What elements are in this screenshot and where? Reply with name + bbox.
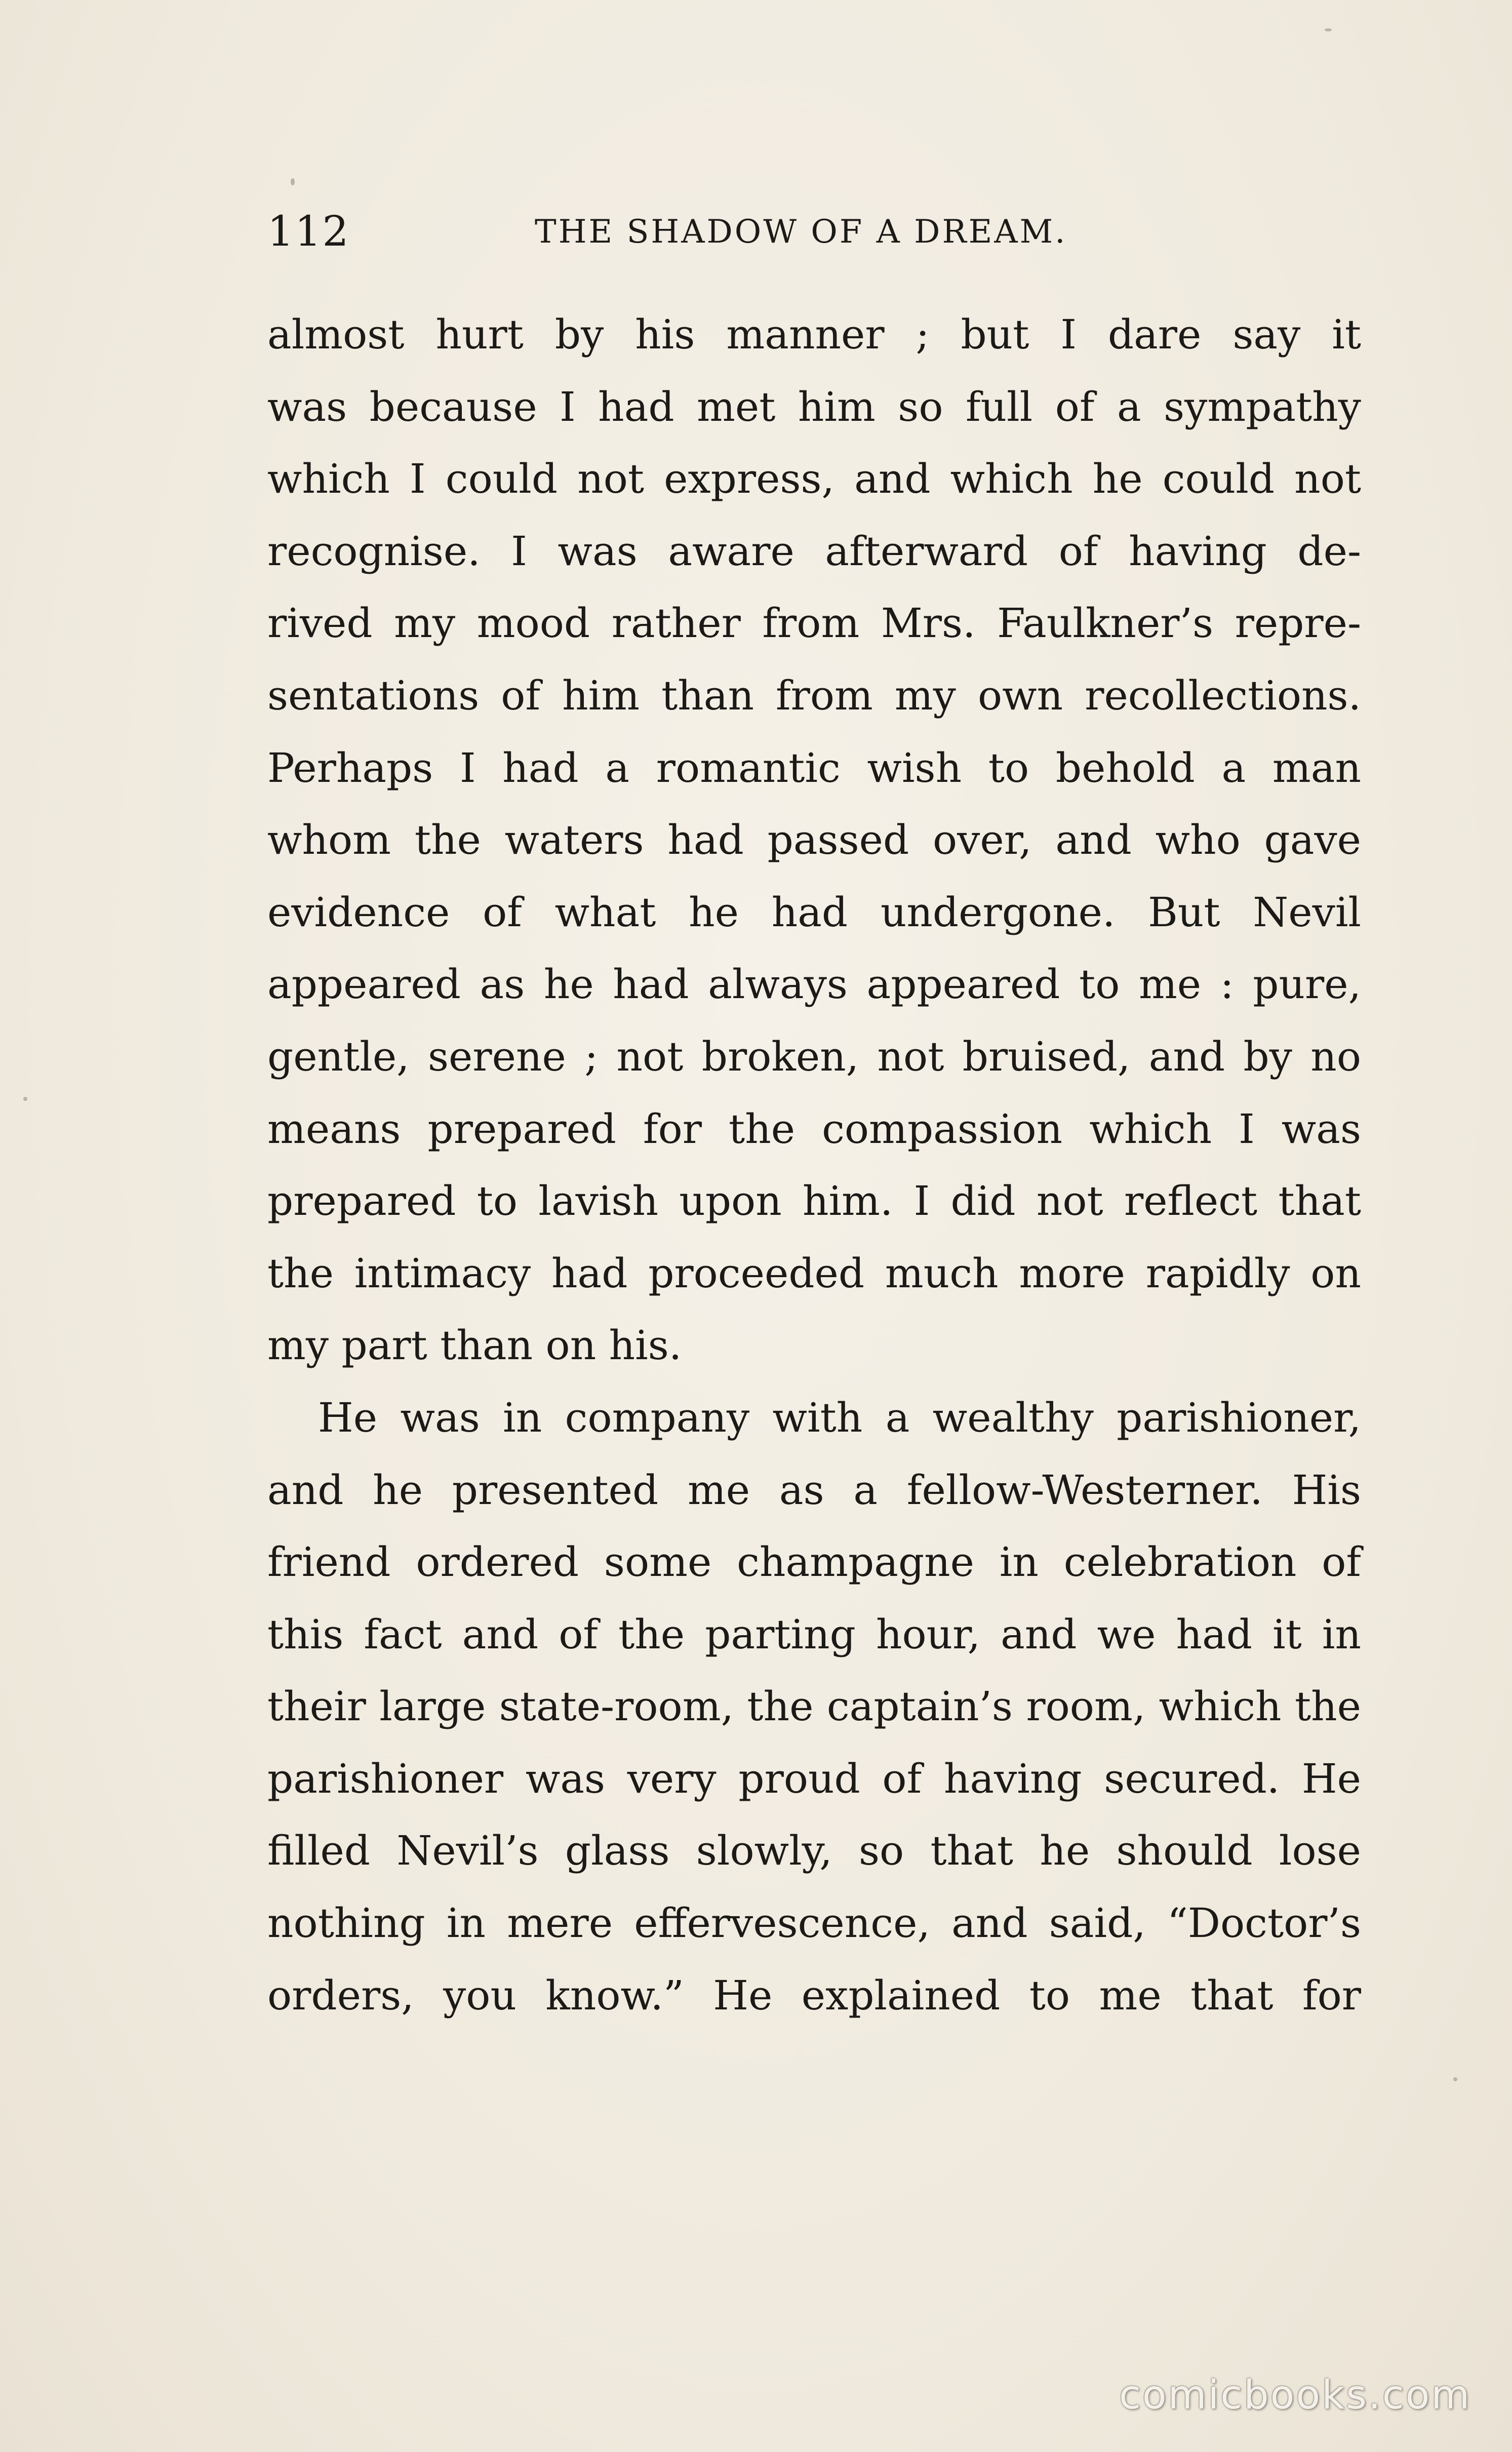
text-line: recognise. I was aware afterward of having de- bbox=[267, 527, 1361, 575]
text-line: gentle, serene ; not broken, not bruised, and by no bbox=[267, 1033, 1361, 1080]
text-line: parishioner was very proud of having secured. He bbox=[267, 1755, 1361, 1802]
body-text bbox=[267, 299, 1361, 2032]
text-line: appeared as he had always appeared to me : pure, bbox=[267, 961, 1361, 1008]
text-line: friend ordered some champagne in celebration of bbox=[267, 1538, 1361, 1586]
paper-speck bbox=[1453, 2077, 1457, 2081]
text-line: their large state-room, the captain’s room, which the bbox=[267, 1683, 1361, 1730]
text-line: the intimacy had proceeded much more rapidly on bbox=[267, 1249, 1361, 1297]
watermark-logo: comicbooks.com bbox=[1119, 2372, 1471, 2418]
text-line: prepared to lavish upon him. I did not reflect that bbox=[267, 1177, 1361, 1225]
page-header bbox=[267, 202, 1366, 262]
paragraph bbox=[267, 299, 1361, 1382]
text-line: Perhaps I had a romantic wish to behold a man bbox=[267, 744, 1361, 792]
text-line: nothing in mere effervescence, and said, “Doctor’s bbox=[267, 1900, 1361, 1947]
text-line: whom the waters had passed over, and who gave bbox=[267, 816, 1361, 864]
text-line: orders, you know.” He explained to me that for bbox=[267, 1971, 1361, 2019]
text-line: this fact and of the parting hour, and we had it in bbox=[267, 1610, 1361, 1658]
running-head: THE SHADOW OF A DREAM. bbox=[535, 213, 1067, 251]
text-line: almost hurt by his manner ; but I dare say it bbox=[267, 311, 1361, 358]
text-line: filled Nevil’s glass slowly, so that he should lose bbox=[267, 1827, 1361, 1875]
text-line: rived my mood rather from Mrs. Faulkner’s repre- bbox=[267, 600, 1361, 647]
page-number: 112 bbox=[267, 208, 350, 256]
text-line: and he presented me as a fellow-Westerner. His bbox=[267, 1466, 1361, 1514]
text-line: which I could not express, and which he could not bbox=[267, 455, 1361, 503]
text-line: He was in company with a wealthy parishioner, bbox=[318, 1394, 1361, 1441]
text-line: means prepared for the compassion which I was bbox=[267, 1105, 1361, 1153]
text-line: evidence of what he had undergone. But Nevil bbox=[267, 888, 1361, 936]
paper-speck bbox=[1325, 28, 1332, 31]
paragraph bbox=[267, 1382, 1361, 2032]
text-line: my part than on his. bbox=[267, 1322, 682, 1369]
text-line: sentations of him than from my own recollections. bbox=[267, 671, 1361, 719]
paper-speck bbox=[291, 178, 295, 185]
text-line: was because I had met him so full of a sympathy bbox=[267, 383, 1361, 430]
paper-speck bbox=[23, 1097, 27, 1101]
